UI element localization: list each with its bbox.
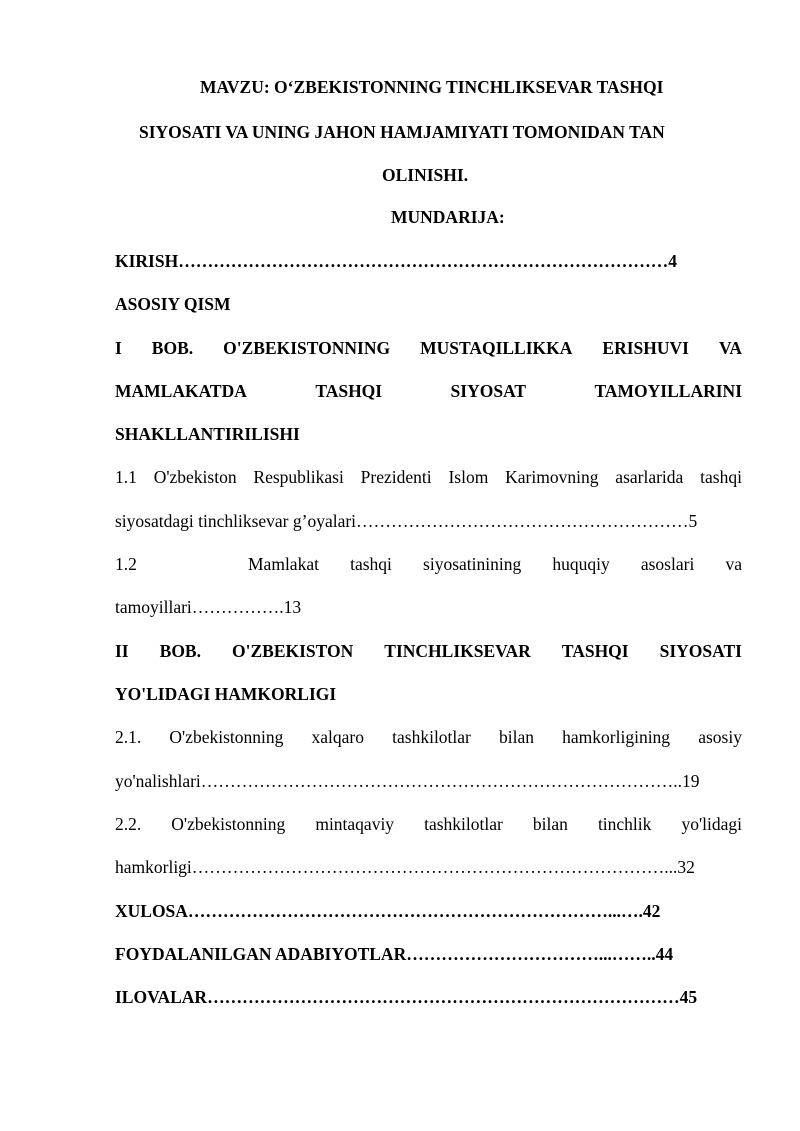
- toc-entry-bob1-line3: SHAKLLANTIRILISHI: [115, 424, 300, 444]
- word: TINCHLIKSEVAR: [384, 641, 531, 661]
- toc-entry-bob2-line2: YO'LIDAGI HAMKORLIGI: [115, 684, 337, 704]
- word: asosiy: [698, 727, 742, 747]
- word: MAMLAKATDA: [115, 381, 247, 401]
- toc-entry-bob2-line1: [115, 640, 742, 662]
- toc-entry-1-2-line1: [115, 553, 742, 575]
- word: BOB.: [151, 338, 194, 358]
- word: tashqi: [700, 467, 742, 487]
- toc-entry-asosiy-qism: ASOSIY QISM: [115, 294, 231, 314]
- word: 1.2: [115, 554, 137, 574]
- toc-entry-2-2-line1: [115, 813, 742, 835]
- word: asarlarida: [615, 467, 684, 487]
- word: TAMOYILLARINI: [594, 381, 742, 401]
- word: yo'lidagi: [681, 814, 742, 834]
- word: tashkilotlar: [392, 727, 471, 747]
- word: TASHQI: [315, 381, 383, 401]
- word: SIYOSAT: [450, 381, 527, 401]
- toc-entry-bob1-line2: [115, 380, 742, 402]
- word: tashkilotlar: [424, 814, 503, 834]
- word: SIYOSATI: [659, 641, 742, 661]
- toc-entry-1-1-line2: siyosatdagi tinchliksevar g’oyalari…………………………………………………5: [115, 511, 698, 531]
- word: va: [725, 554, 742, 574]
- word: tashqi: [350, 554, 392, 574]
- word: MUSTAQILLIKKA: [420, 338, 573, 358]
- toc-heading: MUNDARIJA:: [391, 207, 505, 227]
- word: Mamlakat: [248, 554, 319, 574]
- title-line-2: SIYOSATI VA UNING JAHON HAMJAMIYATI TOMONIDAN TAN: [139, 122, 665, 142]
- word: Respublikasi: [253, 467, 344, 487]
- word: xalqaro: [311, 727, 364, 747]
- toc-entry-2-1-line1: [115, 726, 742, 748]
- word: 2.2.: [115, 814, 142, 834]
- word: O'zbekiston: [153, 467, 237, 487]
- word: mintaqaviy: [315, 814, 395, 834]
- word: BOB.: [159, 641, 201, 661]
- word: huquqiy: [552, 554, 610, 574]
- word: 2.1.: [115, 727, 142, 747]
- word: I: [115, 338, 122, 358]
- toc-entry-ilovalar: ILOVALAR………………………………………………………………………45: [115, 987, 698, 1007]
- word: siyosatinining: [423, 554, 522, 574]
- toc-entry-kirish: KIRISH…………………………………………………………………………4: [115, 251, 677, 271]
- toc-entry-xulosa: XULOSA………………………………………………………………...….42: [115, 901, 661, 921]
- word: bilan: [499, 727, 535, 747]
- word: Islom: [448, 467, 489, 487]
- word: TASHQI: [561, 641, 629, 661]
- word: O'zbekistonning: [171, 814, 286, 834]
- word: tinchlik: [597, 814, 652, 834]
- word: Karimovning: [505, 467, 599, 487]
- word: VA: [718, 338, 742, 358]
- word: ERISHUVI: [602, 338, 689, 358]
- toc-entry-1-1-line1: [115, 466, 742, 488]
- toc-entry-bob1-line1: [115, 337, 742, 359]
- word: hamkorligining: [562, 727, 671, 747]
- word: 1.1: [115, 467, 137, 487]
- word: O'zbekistonning: [169, 727, 284, 747]
- title-line-3: OLINISHI.: [382, 165, 469, 185]
- toc-entry-1-2-line2: tamoyillari…………….13: [115, 597, 302, 617]
- toc-entry-foydalanilgan-adabiyotlar: FOYDALANILGAN ADABIYOTLAR……………………………...……..44: [115, 944, 674, 964]
- word: O'ZBEKISTONNING: [223, 338, 391, 358]
- toc-entry-2-1-line2: yo'nalishlari………………………………………………………………………..19: [115, 771, 700, 791]
- title-line-1: MAVZU: O‘ZBEKISTONNING TINCHLIKSEVAR TASHQI: [200, 77, 664, 97]
- word: O'ZBEKISTON: [232, 641, 354, 661]
- word: Prezidenti: [360, 467, 432, 487]
- word: bilan: [532, 814, 568, 834]
- toc-entry-2-2-line2: hamkorligi………………………………………………………………………...32: [115, 857, 695, 877]
- word: II: [115, 641, 129, 661]
- word: asoslari: [640, 554, 695, 574]
